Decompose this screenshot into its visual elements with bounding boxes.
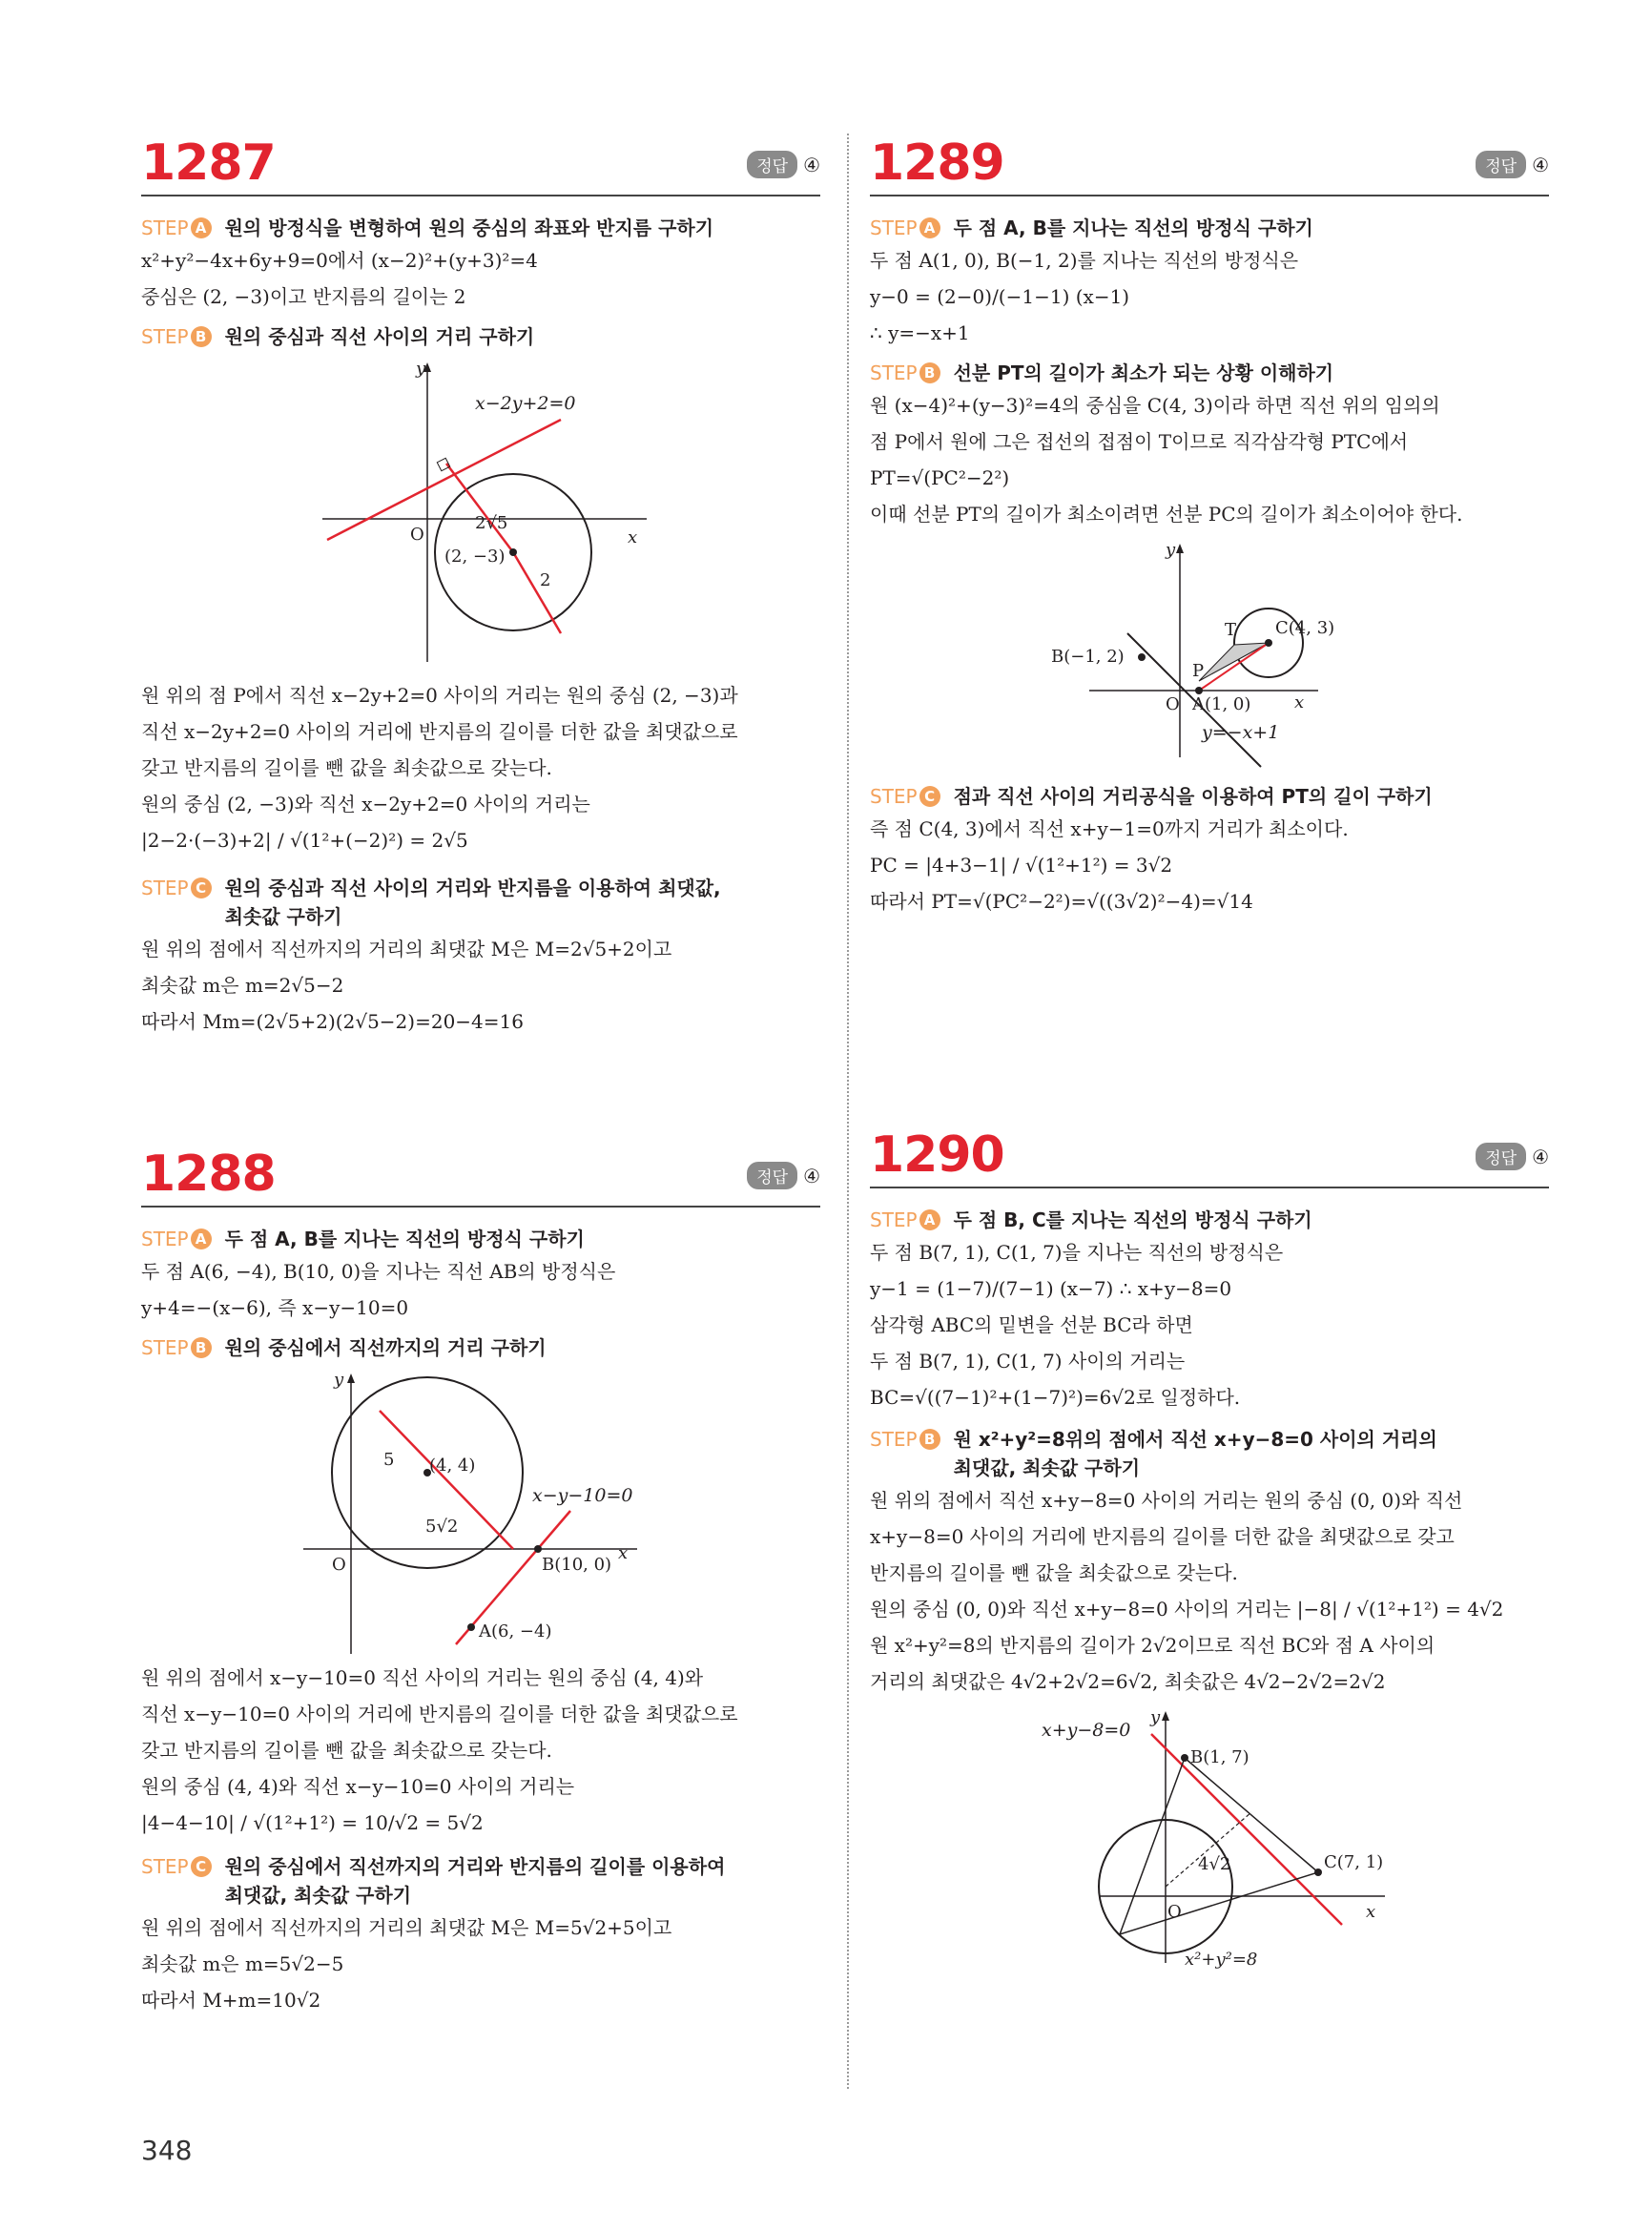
step-letter: B [191, 326, 212, 347]
step-title: 점과 직선 사이의 거리공식을 이용하여 PT의 길이 구하기 [953, 785, 1433, 808]
solution-line: 중심은 (2, −3)이고 반지름의 길이는 2 [141, 285, 466, 308]
solution-line: ∴ y=−x+1 [870, 321, 970, 344]
step-tag: STEP B [141, 1333, 221, 1362]
step-c [141, 874, 820, 931]
step-title: 두 점 A, B를 지나는 직선의 방정식 구하기 [953, 217, 1313, 239]
center-label: (2, −3) [444, 547, 506, 567]
problem-header [141, 134, 820, 196]
solution-line: 최솟값 m은 m=5√2−5 [141, 1952, 344, 1975]
solution-line: 따라서 PT=√(PC²−2²)=√((3√2)²−4)=√14 [870, 890, 1253, 913]
a-label: A(1, 0) [1192, 694, 1251, 714]
line-label: x+y−8=0 [1042, 1720, 1131, 1741]
step-letter: C [191, 1856, 212, 1877]
step-b [870, 1425, 1549, 1482]
solution-line: 원 (x−4)²+(y−3)²=4의 중심을 C(4, 3)이라 하면 직선 위의 임의의 [870, 394, 1440, 417]
solution-line: 두 점 B(7, 1), C(1, 7) 사이의 거리는 [870, 1350, 1186, 1373]
figure-1287 [141, 357, 820, 671]
step-title: 원의 중심과 직선 사이의 거리와 반지름을 이용하여 최댓값, 최솟값 구하기 [224, 877, 721, 928]
x-label: x [1366, 1902, 1376, 1922]
t-label: T [1225, 620, 1237, 640]
distance-label: 5√2 [425, 1517, 459, 1537]
step-letter: C [191, 878, 212, 898]
solution-line: 이때 선분 PT의 길이가 최소이려면 선분 PC의 길이가 최소이어야 한다. [870, 503, 1463, 526]
step-a [870, 214, 1549, 242]
solution-line: PT=√(PC²−2²) [870, 466, 1010, 489]
tangent-line [327, 420, 561, 540]
line-label: x−y−10=0 [532, 1485, 633, 1506]
step-c [141, 1852, 820, 1910]
solution-line: 따라서 Mm=(2√5+2)(2√5−2)=20−4=16 [141, 1010, 524, 1033]
solution-line: BC=√((7−1)²+(1−7)²)=6√2로 일정하다. [870, 1386, 1241, 1409]
point-a-label: A(6, −4) [479, 1621, 552, 1642]
solution-line: 점 P에서 원에 그은 접선의 접점이 T이므로 직각삼각형 PTC에서 [870, 430, 1409, 453]
answer-label: 정답 [747, 1162, 797, 1189]
point-c [1314, 1869, 1322, 1876]
step-c [870, 782, 1549, 811]
solution-line: 두 점 A(1, 0), B(−1, 2)를 지나는 직선의 방정식은 [870, 249, 1299, 272]
problem-header [870, 134, 1549, 196]
radius-label: 5 [383, 1450, 395, 1470]
problem-1287 [141, 134, 820, 1040]
solution-line: |4−4−10| / √(1²+1²) = 10/√2 = 5√2 [141, 1811, 484, 1834]
radius-line [513, 552, 561, 633]
distance-label: 4√2 [1198, 1854, 1231, 1874]
perpendicular-line [446, 464, 513, 552]
problem-1290 [870, 1125, 1549, 1978]
step-title: 원의 방정식을 변형하여 원의 중심의 좌표와 반지름 구하기 [224, 217, 714, 239]
step-letter: A [919, 217, 940, 238]
problem-1288 [141, 1145, 820, 2018]
solution-line: 삼각형 ABC의 밑변을 선분 BC라 하면 [870, 1313, 1193, 1336]
solution-line: |2−2·(−3)+2| / √(1²+(−2)²) = 2√5 [141, 829, 468, 852]
origin-label: O [332, 1555, 346, 1575]
solution-line: 직선 x−2y+2=0 사이의 거리에 반지름의 길이를 더한 값을 최댓값으로 [141, 720, 738, 743]
solution-line: 원의 중심 (4, 4)와 직선 x−y−10=0 사이의 거리는 [141, 1775, 575, 1798]
point-c [1265, 639, 1272, 647]
y-axis-arrow [1162, 1711, 1169, 1721]
center-label: (4, 4) [429, 1456, 476, 1476]
figure-1290 [870, 1705, 1549, 1972]
center-point [509, 548, 517, 556]
problem-number: 1290 [870, 1126, 1004, 1184]
x-label: x [628, 527, 638, 547]
step-tag: STEP C [141, 874, 221, 902]
step-a [870, 1206, 1549, 1234]
step-letter: B [919, 362, 940, 383]
b-label: B(1, 7) [1190, 1747, 1249, 1767]
solution-line: 원의 중심 (0, 0)와 직선 x+y−8=0 사이의 거리는 |−8| / √(1²+1²) = 4√2 [870, 1598, 1504, 1621]
solution-line: 거리의 최댓값은 4√2+2√2=6√2, 최솟값은 4√2−2√2=2√2 [870, 1670, 1386, 1693]
answer-value: ④ [1532, 1145, 1549, 1168]
solution-line: 원의 중심 (2, −3)와 직선 x−2y+2=0 사이의 거리는 [141, 793, 590, 816]
solution-line: y−1 = (1−7)/(7−1) (x−7) ∴ x+y−8=0 [870, 1277, 1232, 1300]
step-letter: B [919, 1429, 940, 1450]
solution-line: 갖고 반지름의 길이를 뺀 값을 최솟값으로 갖는다. [141, 1739, 552, 1762]
answer-value: ④ [803, 153, 820, 176]
step-tag: STEP B [870, 1425, 950, 1454]
figure-1289 [870, 538, 1549, 776]
distance-label: 2√5 [475, 513, 508, 533]
answer-value: ④ [1532, 153, 1549, 176]
problem-number: 1287 [141, 134, 276, 192]
step-title: 원의 중심에서 직선까지의 거리와 반지름의 길이를 이용하여 최댓값, 최솟값 구하기 [224, 1855, 726, 1907]
step-b [141, 322, 820, 351]
solution-line: 반지름의 길이를 뺀 값을 최솟값으로 갖는다. [870, 1561, 1238, 1584]
x-label: x [618, 1543, 629, 1563]
problem-number: 1288 [141, 1146, 276, 1203]
b-label: B(−1, 2) [1051, 647, 1125, 667]
answer-badge [1476, 151, 1549, 178]
step-tag: STEP C [141, 1852, 221, 1881]
solution-line: 원 위의 점에서 직선 x+y−8=0 사이의 거리는 원의 중심 (0, 0)와 직선 [870, 1489, 1463, 1512]
solution-line: x+y−8=0 사이의 거리에 반지름의 길이를 더한 값을 최댓값으로 갖고 [870, 1525, 1455, 1548]
solution-line: PC = |4+3−1| / √(1²+1²) = 3√2 [870, 854, 1173, 877]
solution-line: y−0 = (2−0)/(−1−1) (x−1) [870, 285, 1130, 308]
step-title: 원의 중심에서 직선까지의 거리 구하기 [224, 1336, 547, 1359]
p-label: P [1192, 661, 1205, 681]
solution-line: 원 위의 점에서 직선까지의 거리의 최댓값 M은 M=5√2+5이고 [141, 1916, 672, 1939]
point-a [1195, 687, 1203, 694]
y-axis-arrow [347, 1373, 355, 1383]
solution-line: 두 점 B(7, 1), C(1, 7)을 지나는 직선의 방정식은 [870, 1241, 1284, 1264]
step-letter: C [919, 786, 940, 807]
solution-line: 따라서 M+m=10√2 [141, 1989, 321, 2012]
solution-line: 직선 x−y−10=0 사이의 거리에 반지름의 길이를 더한 값을 최댓값으로 [141, 1703, 738, 1725]
step-title: 두 점 A, B를 지나는 직선의 방정식 구하기 [224, 1228, 585, 1250]
c-label: C(4, 3) [1275, 618, 1335, 638]
step-letter: A [919, 1209, 940, 1230]
step-tag: STEP B [870, 359, 950, 387]
solution-line: 원 위의 점에서 직선까지의 거리의 최댓값 M은 M=2√5+2이고 [141, 938, 672, 960]
y-label: y [416, 359, 426, 379]
step-title: 선분 PT의 길이가 최소가 되는 상황 이해하기 [953, 361, 1334, 384]
step-tag: STEP C [870, 782, 950, 811]
point-b [1138, 653, 1146, 661]
step-tag: STEP A [141, 1225, 221, 1253]
radius-label: 2 [540, 570, 551, 590]
y-axis-arrow [1176, 544, 1184, 553]
column-divider [847, 134, 849, 2089]
answer-badge [1476, 1143, 1549, 1170]
y-label: y [334, 1370, 344, 1390]
step-letter: A [191, 1229, 212, 1249]
problem-1289 [870, 134, 1549, 919]
solution-line: 두 점 A(6, −4), B(10, 0)을 지나는 직선 AB의 방정식은 [141, 1260, 616, 1283]
step-b [141, 1333, 820, 1362]
x-label: x [1294, 692, 1305, 712]
figure-1288 [141, 1368, 820, 1654]
step-a [141, 1225, 820, 1253]
step-letter: A [191, 217, 212, 238]
step-b [870, 359, 1549, 387]
answer-badge [747, 151, 820, 178]
step-title: 원의 중심과 직선 사이의 거리 구하기 [224, 325, 535, 348]
origin-label: O [1166, 694, 1180, 714]
solution-line: 갖고 반지름의 길이를 뺀 값을 최솟값으로 갖는다. [141, 756, 552, 779]
c-label: C(7, 1) [1324, 1852, 1384, 1872]
solution-line: 즉 점 C(4, 3)에서 직선 x+y−1=0까지 거리가 최소이다. [870, 817, 1349, 840]
solution-line: 원 위의 점에서 x−y−10=0 직선 사이의 거리는 원의 중심 (4, 4)와 [141, 1666, 704, 1689]
solution-line: y+4=−(x−6), 즉 x−y−10=0 [141, 1296, 409, 1319]
step-tag: STEP A [141, 214, 221, 242]
answer-label: 정답 [747, 151, 797, 178]
step-tag: STEP A [870, 214, 950, 242]
problem-number: 1289 [870, 134, 1004, 192]
step-a [141, 214, 820, 242]
solution-line: x²+y²−4x+6y+9=0에서 (x−2)²+(y+3)²=4 [141, 249, 538, 272]
point-b [1181, 1754, 1188, 1762]
answer-label: 정답 [1476, 151, 1526, 178]
problem-header [141, 1145, 820, 1208]
problem-header [870, 1125, 1549, 1188]
solution-line: 최솟값 m은 m=2√5−2 [141, 974, 344, 997]
step-tag: STEP A [870, 1206, 950, 1234]
answer-badge [747, 1162, 820, 1189]
point-b [534, 1545, 542, 1553]
distance-segment [1166, 1812, 1251, 1887]
line-label: x−2y+2=0 [475, 393, 576, 414]
point-b-label: B(10, 0) [542, 1555, 612, 1575]
point-a [467, 1623, 475, 1631]
solution-line: 원 x²+y²=8의 반지름의 길이가 2√2이므로 직선 BC와 점 A 사이의 [870, 1634, 1435, 1657]
circle-label: x²+y²=8 [1185, 1950, 1258, 1970]
origin-label: O [410, 525, 424, 545]
line-label: y=−x+1 [1202, 722, 1280, 743]
step-title: 원 x²+y²=8위의 점에서 직선 x+y−8=0 사이의 거리의 최댓값, 최솟값 구하기 [953, 1428, 1437, 1479]
answer-value: ④ [803, 1164, 820, 1187]
solution-line: 원 위의 점 P에서 직선 x−2y+2=0 사이의 거리는 원의 중심 (2, −3)과 [141, 684, 738, 707]
y-label: y [1166, 540, 1176, 560]
step-tag: STEP B [141, 322, 221, 351]
answer-label: 정답 [1476, 1143, 1526, 1170]
step-letter: B [191, 1337, 212, 1358]
step-title: 두 점 B, C를 지나는 직선의 방정식 구하기 [953, 1208, 1312, 1231]
y-label: y [1150, 1707, 1161, 1727]
page-number: 348 [141, 2135, 193, 2166]
origin-label: O [1167, 1902, 1182, 1922]
